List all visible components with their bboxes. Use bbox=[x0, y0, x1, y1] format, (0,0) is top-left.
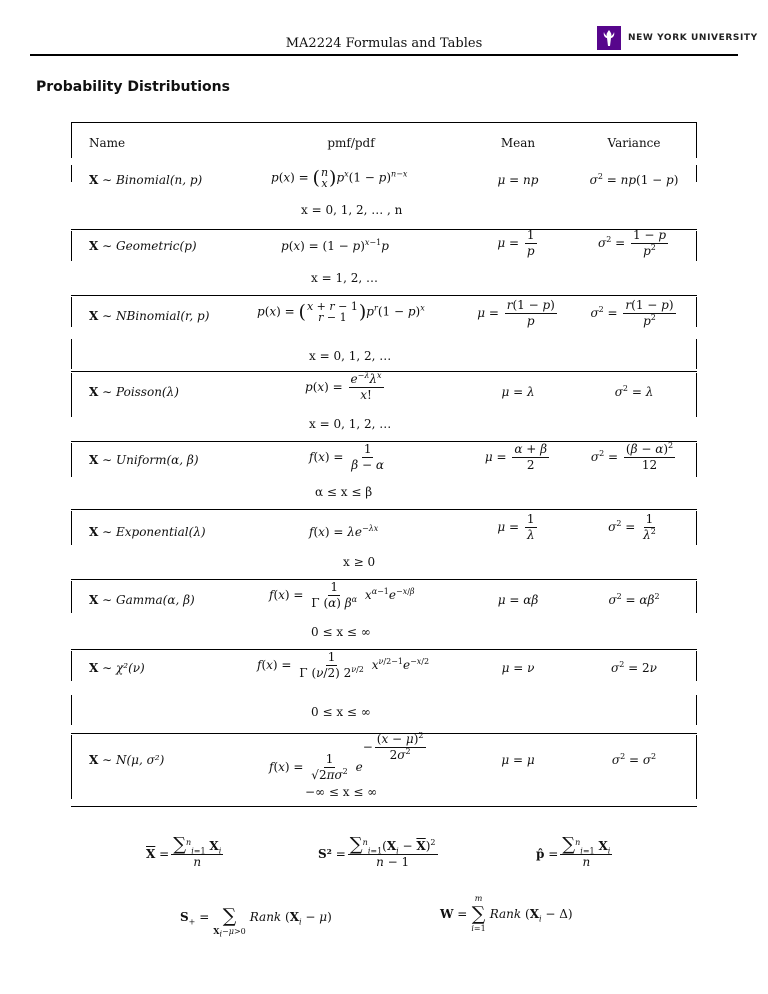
row-name: X ∼ Geometric(p) bbox=[89, 239, 197, 253]
section-title: Probability Distributions bbox=[36, 79, 230, 95]
pmf-formula: p(x) = $\frac{e^{-\lambda}\lambda^x}{x!}$ bbox=[305, 371, 382, 402]
row-name: X ∼ N(μ, σ²) bbox=[89, 753, 165, 767]
support: 0 ≤ x ≤ ∞ bbox=[311, 705, 371, 719]
variance-formula: $\sigma^2 = \lambda$ bbox=[614, 384, 654, 399]
pmf-formula: p(x) = ( n x )$p^x(1 - p)^{n-x}$ bbox=[271, 166, 408, 190]
row-name: X ∼ NBinomial(r, p) bbox=[89, 309, 210, 323]
header-rule bbox=[30, 54, 738, 56]
support: −∞ ≤ x ≤ ∞ bbox=[305, 785, 378, 799]
distribution-table bbox=[71, 122, 697, 807]
variance-formula: $\sigma^2$ = $\frac{(\beta - \alpha)^2}{12}$ bbox=[590, 441, 674, 472]
mean-formula: μ = ν bbox=[501, 661, 535, 675]
pdf-formula: f(x) = $\frac{1}{\beta - \alpha}$ bbox=[309, 442, 385, 472]
pdf-formula: f(x) = $\frac{1}{\Gamma (\alpha) \beta^\alpha}$ $x^{\alpha-1}e^{-x/\beta}$ bbox=[269, 580, 415, 610]
mean-formula: μ = αβ bbox=[497, 593, 539, 607]
variance-formula: $\sigma^2 = 2\nu$ bbox=[611, 660, 657, 675]
support: x = 1, 2, … bbox=[311, 271, 378, 285]
col-header-variance: Variance bbox=[607, 136, 661, 150]
mean-formula: μ = μ bbox=[501, 753, 535, 767]
variance-formula: $\sigma^2 = \sigma^2$ bbox=[611, 752, 657, 767]
mean-formula: μ = $\frac{1}{\lambda}$ bbox=[497, 512, 535, 542]
support: x = 0, 1, 2, … bbox=[309, 349, 392, 363]
row-name: X ∼ Exponential(λ) bbox=[89, 525, 206, 539]
signed-rank-s-plus-formula: $S_+$ = ∑ $X_i-\mu>0$ Rank $(X_i - \mu)$ bbox=[180, 905, 332, 939]
rank-sum-w-formula: W = m ∑ i=1 Rank $(X_i - \Delta)$ bbox=[440, 894, 573, 933]
mean-formula: μ = $\frac{1}{p}$ bbox=[497, 228, 535, 258]
support: x = 0, 1, 2, … , n bbox=[301, 203, 403, 217]
col-header-pmf: pmf/pdf bbox=[327, 136, 375, 150]
support: x = 0, 1, 2, … bbox=[309, 417, 392, 431]
col-header-mean: Mean bbox=[500, 136, 536, 150]
row-name: X ∼ Uniform(α, β) bbox=[89, 453, 199, 467]
row-name: X ∼ χ²(ν) bbox=[89, 661, 145, 675]
support: 0 ≤ x ≤ ∞ bbox=[311, 625, 371, 639]
nyu-logo bbox=[597, 26, 758, 50]
mean-formula: μ = λ bbox=[501, 385, 535, 399]
mean-formula: μ = $\frac{\alpha + \beta}{2}$ bbox=[484, 442, 548, 472]
support: α ≤ x ≤ β bbox=[315, 485, 373, 499]
row-name: X ∼ Poisson(λ) bbox=[89, 385, 179, 399]
pdf-formula: f(x) = $\frac{1}{√2\pi\sigma^2}$ e− $\frac{(x - \mu)^2}{2\sigma^2}$ bbox=[269, 731, 424, 782]
col-header-name: Name bbox=[89, 136, 126, 150]
pdf-formula: f(x) = $\frac{1}{\Gamma (\nu/2) 2^{\nu/2}}$ $x^{\nu/2-1}e^{-x/2}$ bbox=[257, 650, 430, 680]
mean-formula: μ = $\frac{r(1 - p)}{p}$ bbox=[477, 298, 555, 328]
variance-formula: $\sigma^2 = np(1 - p)$ bbox=[589, 172, 679, 187]
logo-text: NEW YORK UNIVERSITY bbox=[628, 33, 758, 43]
pdf-formula: $f(x) = \lambda e^{-\lambda x}$ bbox=[309, 524, 379, 539]
row-name: X ∼ Binomial(n, p) bbox=[89, 173, 203, 187]
variance-formula: $\sigma^2 = \alpha\beta^2$ bbox=[608, 592, 660, 607]
variance-formula: $\sigma^2$ = $\frac{1 - p}{p^2}$ bbox=[598, 228, 666, 258]
sample-variance-formula: S² = $\frac{\sum^n_{i=1}(X_i - \overline{X})^2}{n - 1}$ bbox=[318, 834, 436, 869]
page-header-title: MA2224 Formulas and Tables bbox=[285, 36, 483, 51]
sample-mean-formula: $\overline{X}$ = $\frac{\sum^n_{i=1} X_i}{n}$ bbox=[146, 834, 222, 869]
sample-proportion-formula: p̂ = $\frac{\sum^n_{i=1} X_i}{n}$ bbox=[536, 834, 611, 869]
pmf-formula: $p(x) = (1 - p)^{x-1}p$ bbox=[281, 238, 389, 253]
torch-icon bbox=[597, 26, 621, 50]
mean-formula: μ = np bbox=[497, 173, 539, 187]
row-name: X ∼ Gamma(α, β) bbox=[89, 593, 195, 607]
pmf-formula: p(x) = ( x + r − 1 r − 1 )$p^r(1 - p)^x$ bbox=[257, 300, 425, 324]
variance-formula: $\sigma^2$ = $\frac{r(1 - p)}{p^2}$ bbox=[590, 298, 674, 328]
variance-formula: $\sigma^2$ = $\frac{1}{\lambda^2}$ bbox=[608, 512, 656, 542]
support: x ≥ 0 bbox=[343, 555, 376, 569]
